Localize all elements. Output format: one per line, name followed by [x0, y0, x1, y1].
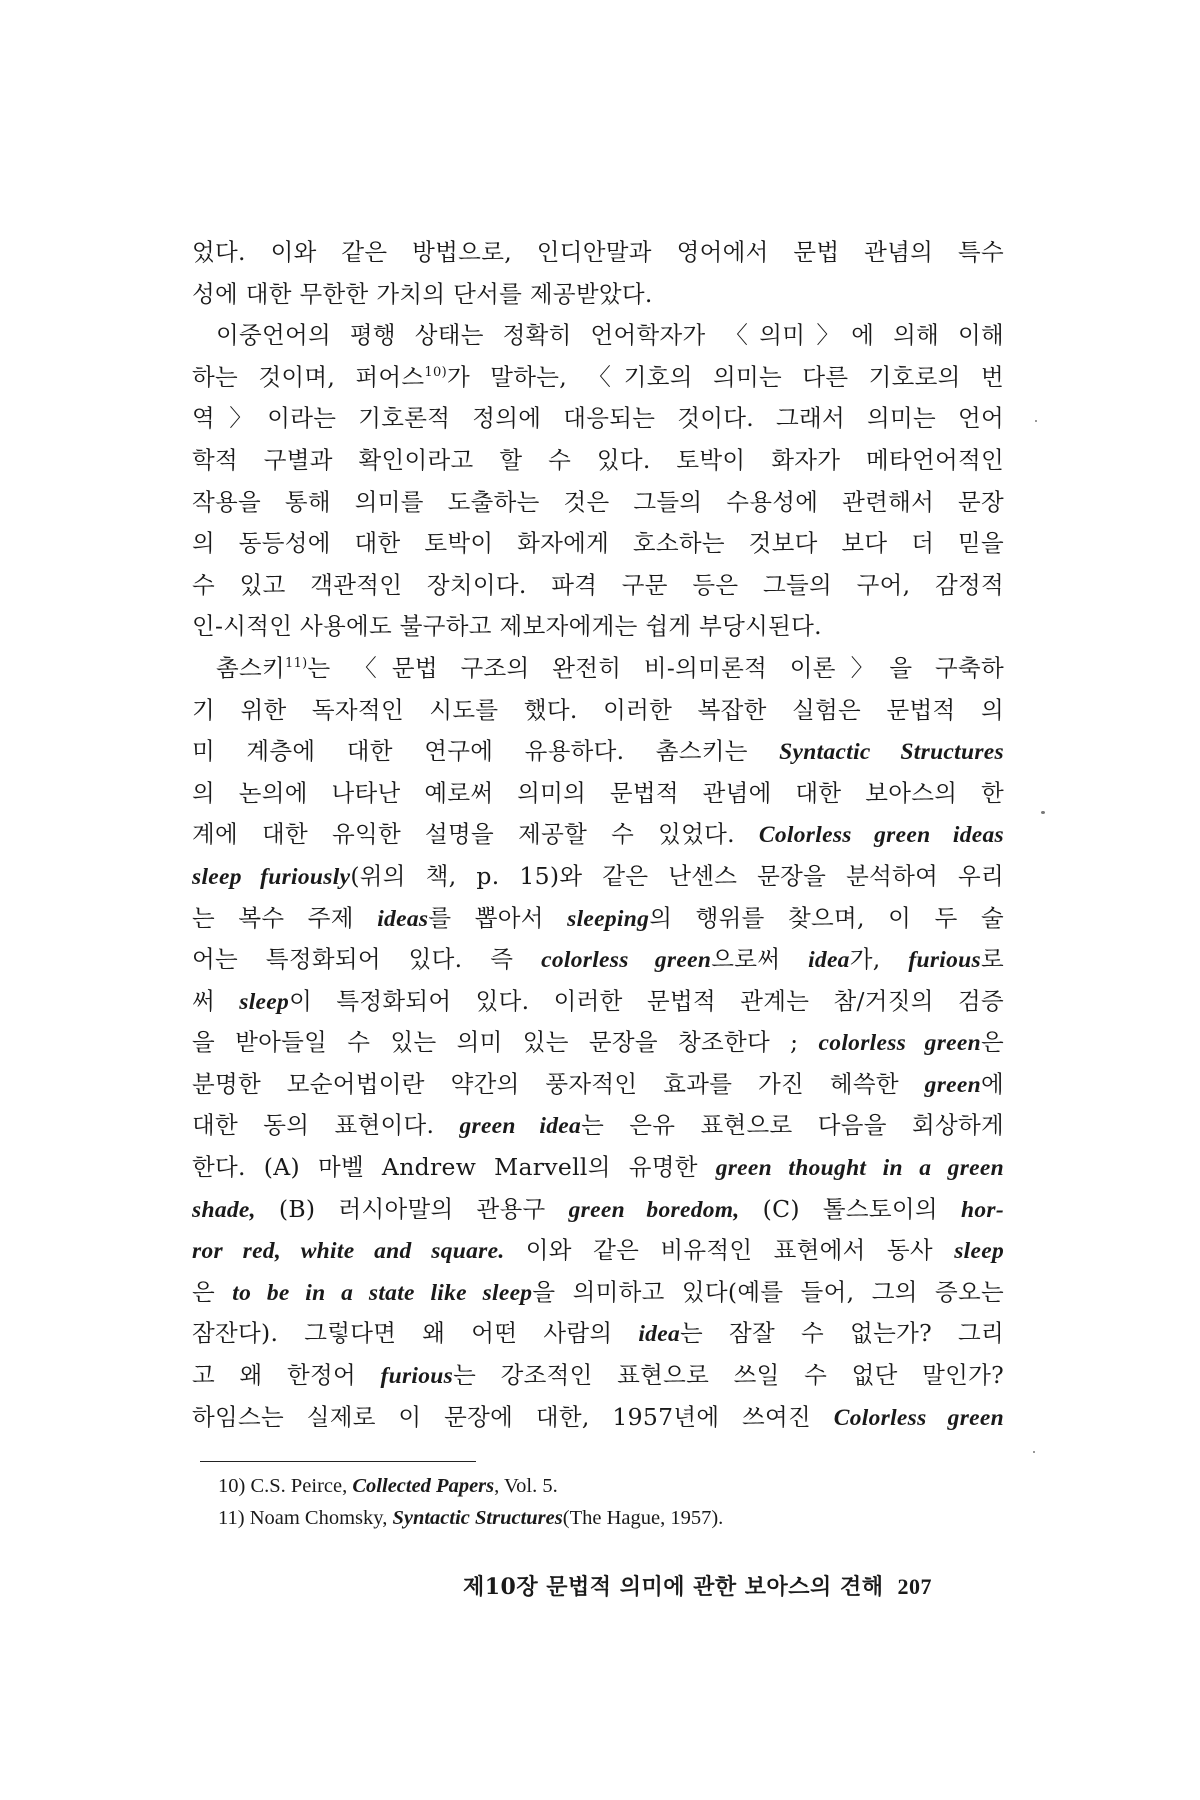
- text-line: 하는 것이며, 퍼어스$^{10)}$가 말하는, 〈기호의 의미는 다른 기호로의 번: [192, 362, 1004, 391]
- text-line: 잠잔다). 그렇다면 왜 어떤 사람의 idea는 잠잘 수 없는가? 그리: [192, 1319, 1004, 1348]
- text-line: sleep furiously(위의 책, p. 15)와 같은 난센스 문장을 분석하여 우리: [192, 861, 1004, 890]
- text-line: 학적 구별과 확인이라고 할 수 있다. 토박이 화자가 메타언어적인: [192, 445, 1004, 474]
- footnote-ref: 11): [285, 655, 308, 671]
- text-line: 고 왜 한정어 furious는 강조적인 표현으로 쓰일 수 없단 말인가?: [192, 1361, 1004, 1390]
- chapter-title: 제10장 문법적 의미에 관한 보아스의 견해: [463, 1574, 884, 1600]
- paragraph-start: 이중언어의 평행 상태는 정확히 언어학자가 〈의미〉에 의해 이해: [216, 321, 1004, 350]
- text-line: 하임스는 실제로 이 문장에 대한, 1957년에 쓰여진 Colorless green: [192, 1402, 1004, 1431]
- text-line: 는 복수 주제 ideas를 뽑아서 sleeping의 행위를 찾으며, 이 두 술: [192, 903, 1004, 932]
- text-line: 수 있고 객관적인 장치이다. 파격 구문 등은 그들의 구어, 감정적: [192, 570, 1004, 599]
- running-footer: [463, 1570, 1003, 1601]
- text-line: 성에 대한 무한한 가치의 단서를 제공받았다.: [192, 279, 653, 308]
- footnote-11: 11) Noam Chomsky, Syntactic Structures(The Hague, 1957).: [218, 1507, 724, 1529]
- paragraph-start: 촘스키$^{11)}$는 〈문법 구조의 완전히 비-의미론적 이론〉을 구축하: [216, 653, 1004, 682]
- text-line: 의 동등성에 대한 토박이 화자에게 호소하는 것보다 보다 더 믿을: [192, 529, 1004, 558]
- text-line: 은 to be in a state like sleep을 의미하고 있다(예를 들어, 그의 증오는: [192, 1277, 1004, 1306]
- text-line: 어는 특정화되어 있다. 즉 colorless green으로써 idea가, furious로: [192, 945, 1004, 974]
- text-line: 인-시적인 사용에도 불구하고 제보자에게는 쉽게 부당시된다.: [192, 612, 822, 641]
- page-number: 207: [897, 1574, 932, 1599]
- text-line: 의 논의에 나타난 예로써 의미의 문법적 관념에 대한 보아스의 한: [192, 778, 1004, 807]
- text-line: 작용을 통해 의미를 도출하는 것은 그들의 수용성에 관련해서 문장: [192, 487, 1004, 516]
- text-line: 미 계층에 대한 연구에 유용하다. 촘스키는 Syntactic Structures: [192, 737, 1004, 766]
- footnote-divider: [200, 1461, 476, 1462]
- scan-speck: [1033, 1451, 1035, 1453]
- text-line: 역〉이라는 기호론적 정의에 대응되는 것이다. 그래서 의미는 언어: [192, 404, 1004, 433]
- text-line: shade, (B) 러시아말의 관용구 green boredom, (C) 톨스토이의 hor-: [192, 1194, 1004, 1223]
- text-line: 써 sleep이 특정화되어 있다. 이러한 문법적 관계는 참/거짓의 검증: [192, 986, 1004, 1015]
- text-line: ror red, white and square. 이와 같은 비유적인 표현에서 동사 sleep: [192, 1236, 1004, 1265]
- text-line: 을 받아들일 수 있는 의미 있는 문장을 창조한다 ; colorless green은: [192, 1028, 1004, 1057]
- text-line: 기 위한 독자적인 시도를 했다. 이러한 복잡한 실험은 문법적 의: [192, 695, 1004, 724]
- text-line: 계에 대한 유익한 설명을 제공할 수 있었다. Colorless green ideas: [192, 820, 1004, 849]
- body-text: [192, 232, 1004, 1438]
- footnotes: [218, 1470, 998, 1534]
- text-line: 었다. 이와 같은 방법으로, 인디안말과 영어에서 문법 관념의 특수: [192, 238, 1004, 266]
- footnote-ref: 10): [424, 364, 447, 380]
- text-line: 한다. (A) 마벨 Andrew Marvell의 유명한 green thought in a green: [192, 1153, 1004, 1182]
- footnote-10: 10) C.S. Peirce, Collected Papers, Vol. 5.: [218, 1475, 558, 1497]
- scan-speck: [1035, 420, 1037, 422]
- scan-speck: [1041, 811, 1045, 814]
- text-line: 대한 동의 표현이다. green idea는 은유 표현으로 다음을 회상하게: [192, 1111, 1004, 1140]
- text-line: 분명한 모순어법이란 약간의 풍자적인 효과를 가진 헤쓱한 green에: [192, 1069, 1004, 1098]
